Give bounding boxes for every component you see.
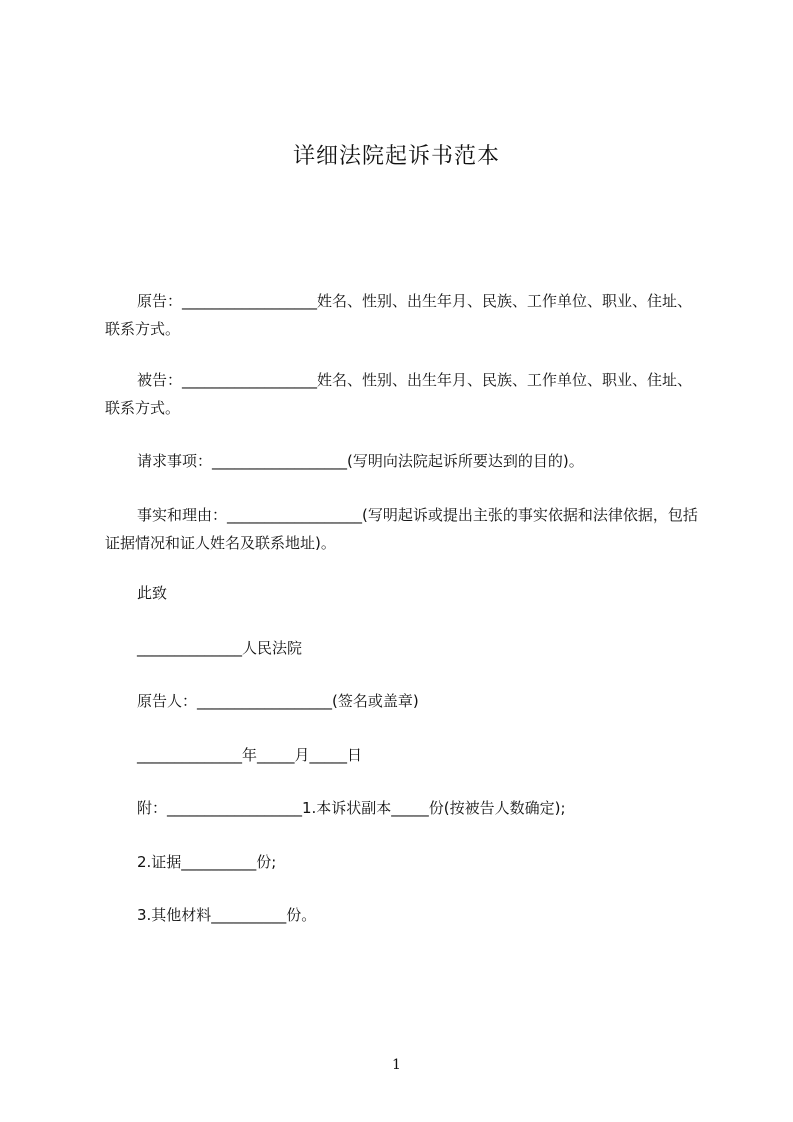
facts-paragraph: 事实和理由：__________________(写明起诉或提出主张的事实依据和法律依据，包括证据情况和证人姓名及联系地址)。 (105, 506, 698, 552)
court-line: ______________人民法院 (137, 639, 303, 657)
attachment-line-2: 2.证据__________份; (137, 853, 277, 871)
page-number: 1 (392, 1057, 401, 1073)
date-line: ______________年_____月_____日 (137, 746, 363, 764)
claims-line: 请求事项：__________________(写明向法院起诉所要达到的目的)。 (137, 452, 584, 470)
document-title: 详细法院起诉书范本 (292, 144, 500, 169)
attachment-line-1: 附：__________________1.本诉状副本_____份(按被告人数确定); (137, 799, 566, 817)
defendant-paragraph: 被告：__________________姓名、性别、出生年月、民族、工作单位、职业、住址、联系方式。 (105, 371, 693, 417)
signature-line: 原告人：__________________(签名或盖章) (137, 692, 419, 710)
plaintiff-paragraph: 原告：__________________姓名、性别、出生年月、民族、工作单位、职业、住址、联系方式。 (105, 292, 693, 338)
attachment-line-3: 3.其他材料__________份。 (137, 906, 317, 924)
salutation-line: 此致 (137, 584, 168, 602)
